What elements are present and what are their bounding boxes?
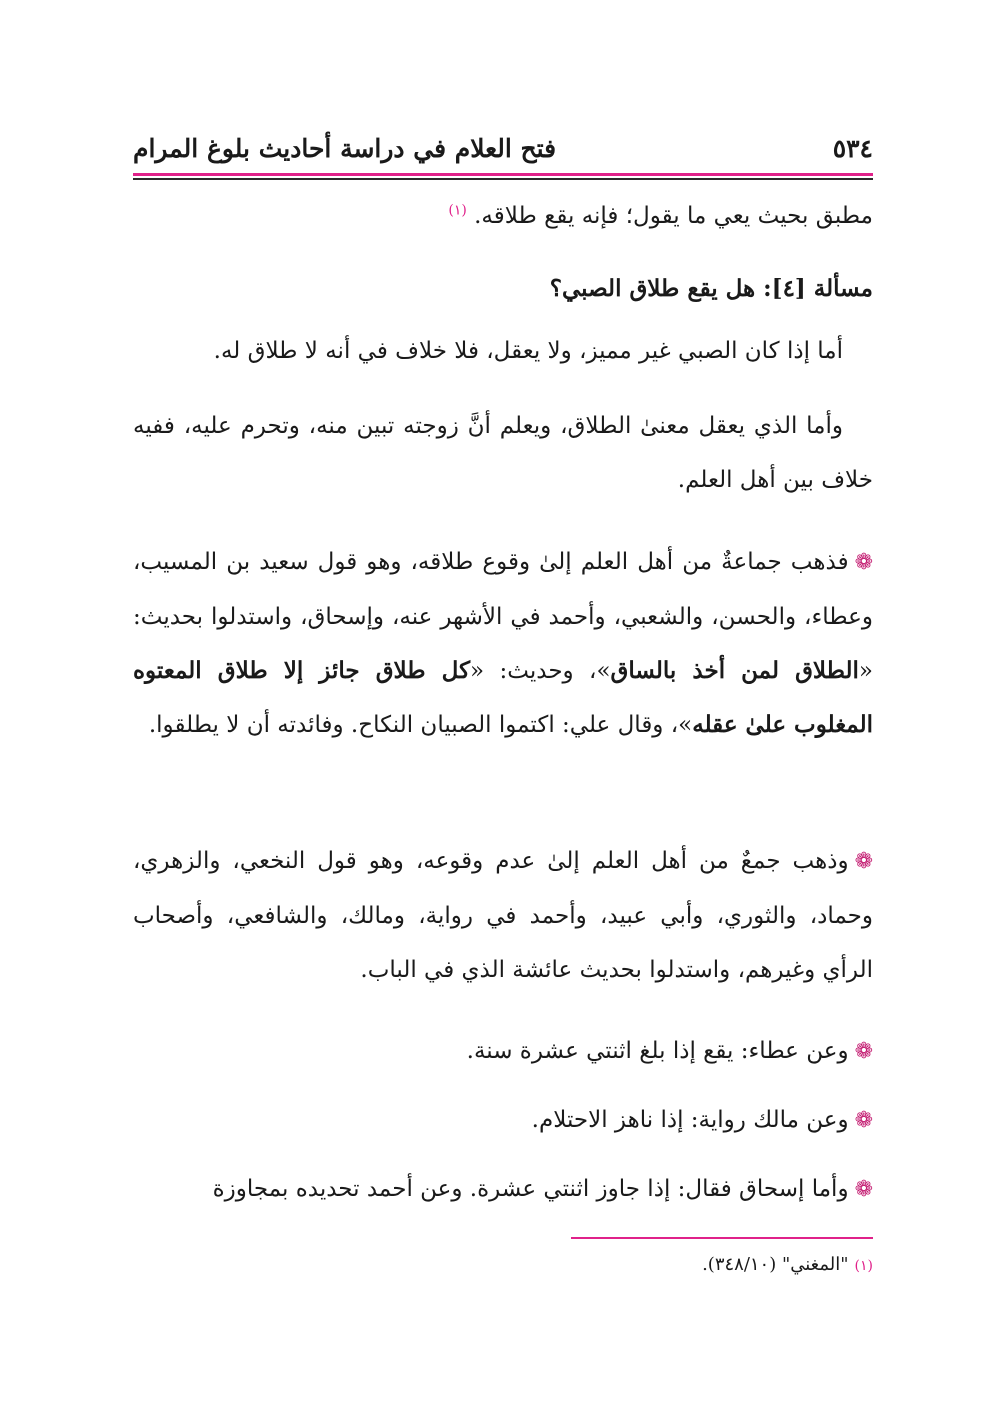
book-title: فتح العلام في دراسة أحاديث بلوغ المرام (133, 134, 557, 163)
footnote-rule (571, 1237, 873, 1239)
header-rule-dark (133, 178, 873, 180)
flower-icon: ❁ (854, 550, 873, 575)
paragraph-7-text: وأما إسحاق فقال: إذا جاوز اثنتي عشرة. وعن أحمد تحديده بمجاوزة (212, 1176, 849, 1202)
paragraph-3 (133, 535, 873, 752)
paragraph-3-text-a: فذهب جماعةٌ من أهل العلم إلىٰ وقوع طلاقه، وهو قول سعيد بن المسيب، وعطاء، والحسن، والشعبي، وأحمد في الأشهر عنه، وإسحاق، واستدلوا بحديث: « (133, 549, 873, 684)
footnote (133, 1250, 873, 1281)
paragraph-3-text-c: »، وقال علي: اكتموا الصبيان النكاح. وفائدته أن لا يطلقوا. (148, 712, 693, 738)
footnote-number: (١) (854, 1258, 873, 1274)
paragraph-4 (133, 834, 873, 997)
hadith-2: كل طلاق جائز إلا طلاق المعتوه المغلوب علىٰ عقله (133, 657, 873, 738)
header-rule-pink (133, 173, 873, 176)
paragraph-7 (133, 1162, 873, 1217)
paragraph-3-text-b: »، وحديث: « (470, 658, 611, 684)
paragraph-4-text: وذهب جمعٌ من أهل العلم إلىٰ عدم وقوعه، وهو قول النخعي، والزهري، وحماد، والثوري، وأبي عبيد، وأحمد في رواية، ومالك، والشافعي، وأصحاب الرأي وغيرهم، واستدلوا بحديث عائشة الذي في الباب. (133, 848, 873, 983)
footnote-reference: (١) (448, 202, 467, 219)
line1-text: مطبق بحيث يعي ما يقول؛ فإنه يقع طلاقه. (474, 203, 873, 229)
footnote-text: "المغني" (٣٤٨/١٠). (702, 1254, 849, 1275)
flower-icon: ❁ (854, 849, 873, 874)
paragraph-6 (133, 1093, 873, 1148)
section-heading: مسألة [٤]: هل يقع طلاق الصبي؟ (549, 275, 873, 302)
paragraph-5 (133, 1024, 873, 1079)
page-number: ٥٣٤ (832, 134, 873, 163)
paragraph-line1 (133, 189, 873, 243)
paragraph-5-text: وعن عطاء: يقع إذا بلغ اثنتي عشرة سنة. (466, 1038, 849, 1064)
flower-icon: ❁ (854, 1177, 873, 1202)
paragraph-2-text: وأما الذي يعقل معنىٰ الطلاق، ويعلم أنَّ زوجته تبين منه، وتحرم عليه، ففيه خلاف بين أهل العلم. (133, 413, 873, 493)
flower-icon: ❁ (854, 1108, 873, 1133)
paragraph-1: أما إذا كان الصبي غير مميز، ولا يعقل، فلا خلاف في أنه لا طلاق له. (213, 338, 843, 364)
paragraph-2 (133, 399, 873, 507)
flower-icon: ❁ (854, 1039, 873, 1064)
paragraph-6-text: وعن مالك رواية: إذا ناهز الاحتلام. (531, 1107, 849, 1133)
hadith-1: الطلاق لمن أخذ بالساق (610, 657, 859, 684)
page-header (133, 130, 873, 170)
